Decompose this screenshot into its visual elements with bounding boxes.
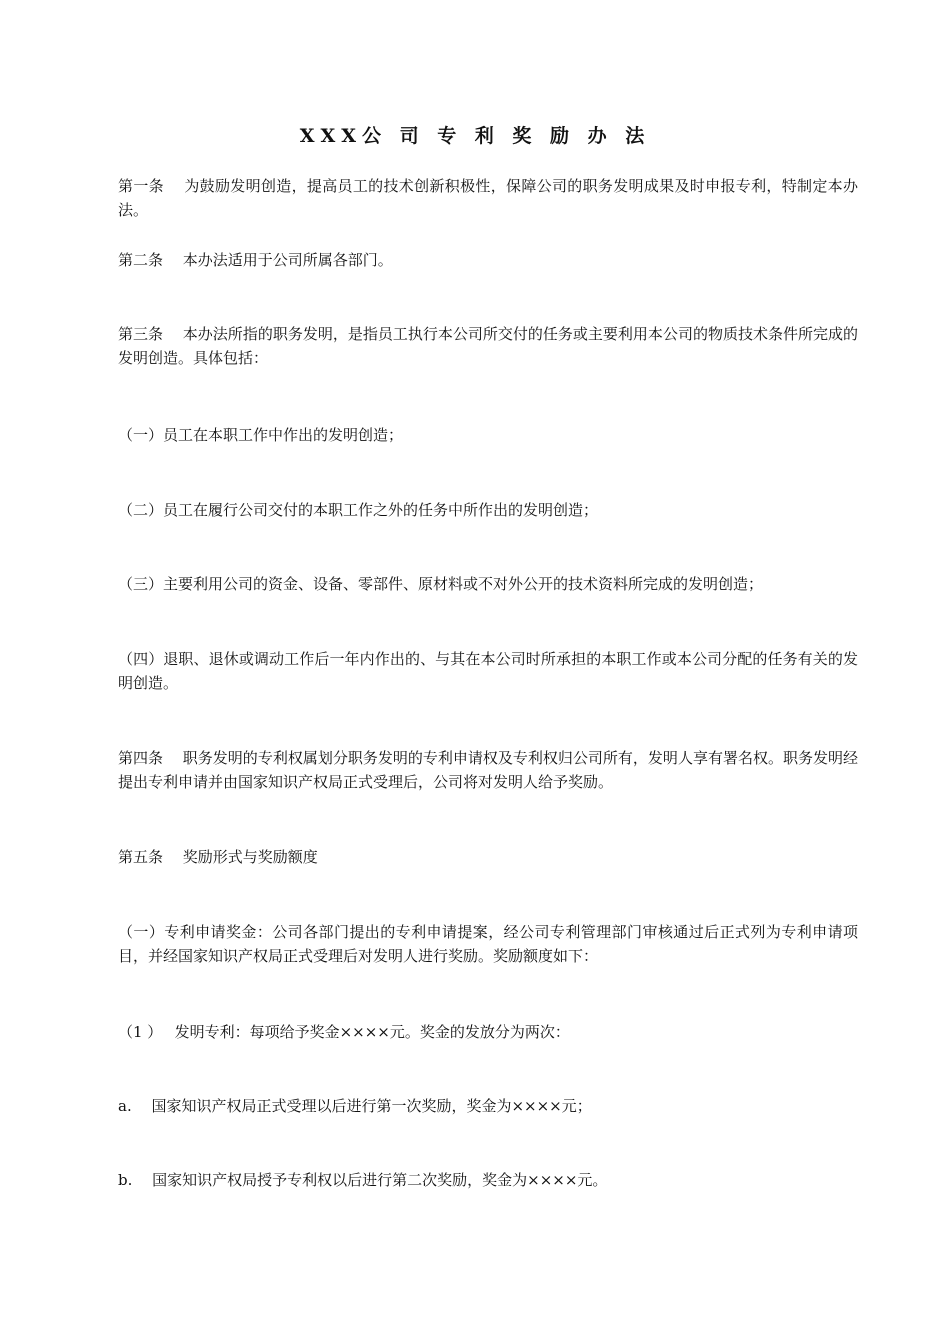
- article-1: 第一条 为鼓励发明创造，提高员工的技术创新积极性，保障公司的职务发明成果及时申报专利，特制定本办法。: [118, 177, 858, 219]
- article-3-item-4: （四）退职、退休或调动工作后一年内作出的、与其在本公司时所承担的本职工作或本公司分配的任务有关的发明创造。: [118, 650, 858, 692]
- article-3-item-3: （三）主要利用公司的资金、设备、零部件、原材料或不对外公开的技术资料所完成的发明创造；: [118, 575, 764, 593]
- document-title: XXX公 司 专 利 奖 励 办 法: [299, 125, 651, 147]
- article-3-item-1: （一）员工在本职工作中作出的发明创造；: [118, 426, 404, 444]
- article-5: 第五条 奖励形式与奖励额度: [118, 848, 318, 866]
- article-4: 第四条 职务发明的专利权属划分职务发明的专利申请权及专利权归公司所有，发明人享有署名权。职务发明经提出专利申请并由国家知识产权局正式受理后，公司将对发明人给予奖励。: [118, 749, 858, 791]
- article-5-item-1: （一）专利申请奖金：公司各部门提出的专利申请提案，经公司专利管理部门审核通过后正式列为专利申请项目，并经国家知识产权局正式受理后对发明人进行奖励。奖励额度如下：: [118, 923, 858, 965]
- invention-patent-item: （1 ） 发明专利：每项给予奖金××××元。奖金的发放分为两次：: [118, 1023, 570, 1041]
- article-3: 第三条 本办法所指的职务发明，是指员工执行本公司所交付的任务或主要利用本公司的物质技术条件所完成的发明创造。具体包括：: [118, 325, 858, 367]
- article-3-item-2: （二）员工在履行公司交付的本职工作之外的任务中所作出的发明创造；: [118, 501, 599, 519]
- award-step-b: b. 国家知识产权局授予专利权以后进行第二次奖励，奖金为××××元。: [118, 1171, 608, 1189]
- article-2: 第二条 本办法适用于公司所属各部门。: [118, 251, 393, 269]
- award-step-a: a. 国家知识产权局正式受理以后进行第一次奖励，奖金为××××元；: [118, 1097, 592, 1115]
